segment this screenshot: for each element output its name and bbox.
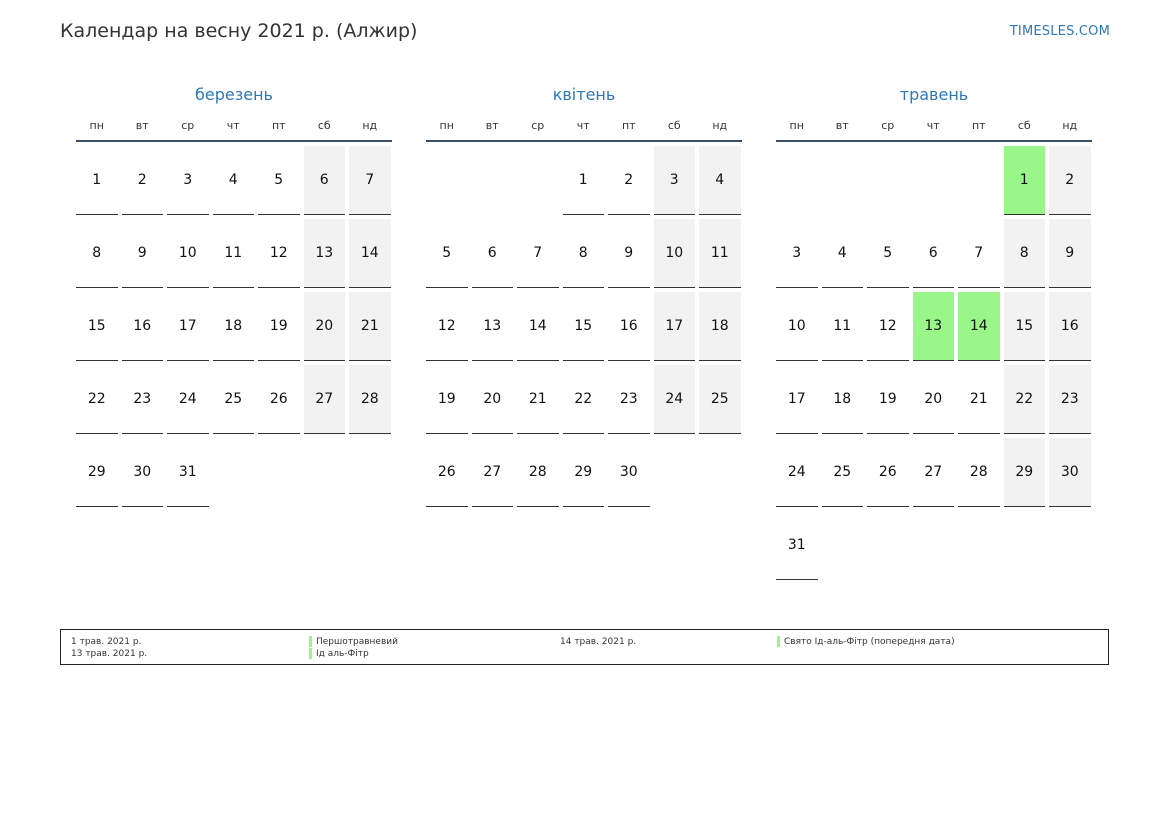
empty-cell — [426, 146, 468, 215]
day-cell: 25 — [822, 438, 864, 507]
day-cell: 4 — [699, 146, 741, 215]
day-cell: 31 — [776, 511, 818, 580]
weekday-label: пт — [971, 119, 986, 132]
day-cell: 12 — [867, 292, 909, 361]
day-cell: 16 — [122, 292, 164, 361]
legend-holidays — [309, 636, 398, 660]
day-cell: 23 — [1049, 365, 1091, 434]
day-cell: 17 — [167, 292, 209, 361]
day-cell: 11 — [213, 219, 255, 288]
day-cell: 22 — [563, 365, 605, 434]
day-cell: 9 — [1049, 219, 1091, 288]
weekday-header — [426, 118, 742, 142]
day-cell: 12 — [258, 219, 300, 288]
day-cell: 28 — [349, 365, 391, 434]
day-cell: 13 — [472, 292, 514, 361]
weekday-label: чт — [576, 119, 590, 132]
empty-cell — [822, 146, 864, 215]
weekday-label: нд — [1062, 119, 1078, 132]
day-cell: 5 — [867, 219, 909, 288]
day-cell: 27 — [472, 438, 514, 507]
day-cell: 17 — [776, 365, 818, 434]
day-cell: 26 — [258, 365, 300, 434]
day-cell: 21 — [958, 365, 1000, 434]
day-cell: 15 — [563, 292, 605, 361]
day-cell: 4 — [213, 146, 255, 215]
weekday-label: нд — [712, 119, 728, 132]
weekday-header — [776, 118, 1092, 142]
day-cell: 5 — [258, 146, 300, 215]
day-cell: 7 — [349, 146, 391, 215]
day-cell: 23 — [122, 365, 164, 434]
month-title: квітень — [552, 85, 616, 104]
day-cell: 9 — [608, 219, 650, 288]
day-cell: 6 — [472, 219, 514, 288]
day-cell: 24 — [654, 365, 696, 434]
weekday-label: ср — [181, 119, 195, 132]
holiday-day-cell: 14 — [958, 292, 1000, 361]
day-cell: 15 — [76, 292, 118, 361]
day-cell: 2 — [1049, 146, 1091, 215]
day-cell: 30 — [1049, 438, 1091, 507]
day-cell: 28 — [517, 438, 559, 507]
day-cell: 2 — [122, 146, 164, 215]
empty-cell — [517, 146, 559, 215]
weekday-label: сб — [1017, 119, 1031, 132]
day-cell: 3 — [167, 146, 209, 215]
day-cell: 2 — [608, 146, 650, 215]
weekday-label: чт — [226, 119, 240, 132]
day-cell: 28 — [958, 438, 1000, 507]
day-cell: 5 — [426, 219, 468, 288]
legend-holiday-name: Першотравневий — [309, 636, 398, 648]
day-cell: 31 — [167, 438, 209, 507]
day-cell: 3 — [776, 219, 818, 288]
weekday-label: ср — [881, 119, 895, 132]
legend-holiday-name: Свято Ід-аль-Фітр (попередня дата) — [777, 636, 955, 648]
weekday-label: пт — [621, 119, 636, 132]
day-cell: 16 — [1049, 292, 1091, 361]
day-cell: 7 — [958, 219, 1000, 288]
holiday-legend — [60, 629, 1109, 665]
weekday-label: сб — [667, 119, 681, 132]
empty-cell — [867, 146, 909, 215]
day-cell: 3 — [654, 146, 696, 215]
day-cell: 4 — [822, 219, 864, 288]
day-cell: 18 — [213, 292, 255, 361]
weekday-label: пн — [89, 119, 104, 132]
legend-date: 13 трав. 2021 р. — [71, 649, 148, 659]
weekday-label: ср — [531, 119, 545, 132]
day-cell: 8 — [1004, 219, 1046, 288]
day-cell: 24 — [776, 438, 818, 507]
day-cell: 23 — [608, 365, 650, 434]
day-cell: 15 — [1004, 292, 1046, 361]
day-cell: 1 — [563, 146, 605, 215]
weekday-label: нд — [362, 119, 378, 132]
day-cell: 27 — [913, 438, 955, 507]
page-title: Календар на весну 2021 р. (Алжир) — [60, 20, 418, 42]
empty-cell — [913, 146, 955, 215]
weekday-label: пт — [271, 119, 286, 132]
day-cell: 20 — [913, 365, 955, 434]
day-cell: 25 — [213, 365, 255, 434]
day-cell: 8 — [563, 219, 605, 288]
day-cell: 19 — [867, 365, 909, 434]
day-cell: 11 — [822, 292, 864, 361]
day-cell: 14 — [349, 219, 391, 288]
day-cell: 22 — [1004, 365, 1046, 434]
day-cell: 25 — [699, 365, 741, 434]
month-title: березень — [195, 85, 273, 104]
day-cell: 21 — [517, 365, 559, 434]
day-cell: 9 — [122, 219, 164, 288]
legend-date: 1 трав. 2021 р. — [71, 637, 142, 647]
day-cell: 18 — [699, 292, 741, 361]
weekday-label: сб — [317, 119, 331, 132]
legend-dates — [560, 636, 636, 648]
day-cell: 22 — [76, 365, 118, 434]
site-link[interactable]: TIMESLES.COM — [1009, 24, 1110, 39]
empty-cell — [776, 146, 818, 215]
weekday-header — [76, 118, 392, 142]
day-cell: 16 — [608, 292, 650, 361]
day-cell: 29 — [1004, 438, 1046, 507]
day-cell: 30 — [608, 438, 650, 507]
day-cell: 6 — [304, 146, 346, 215]
month-april — [426, 84, 742, 507]
day-cell: 7 — [517, 219, 559, 288]
day-cell: 20 — [472, 365, 514, 434]
day-cell: 11 — [699, 219, 741, 288]
day-cell: 17 — [654, 292, 696, 361]
legend-dates — [71, 636, 147, 660]
legend-holiday-name: Ід аль-Фітр — [309, 648, 398, 660]
day-cell: 8 — [76, 219, 118, 288]
day-cell: 10 — [776, 292, 818, 361]
day-cell: 14 — [517, 292, 559, 361]
day-cell: 20 — [304, 292, 346, 361]
day-cell: 13 — [304, 219, 346, 288]
day-cell: 30 — [122, 438, 164, 507]
day-cell: 6 — [913, 219, 955, 288]
month-days-grid — [76, 146, 392, 507]
day-cell: 24 — [167, 365, 209, 434]
weekday-label: вт — [135, 119, 149, 132]
day-cell: 10 — [654, 219, 696, 288]
day-cell: 12 — [426, 292, 468, 361]
month-days-grid — [426, 146, 742, 507]
month-march — [76, 84, 392, 507]
weekday-label: вт — [485, 119, 499, 132]
empty-cell — [958, 146, 1000, 215]
holiday-day-cell: 13 — [913, 292, 955, 361]
weekday-label: вт — [835, 119, 849, 132]
day-cell: 21 — [349, 292, 391, 361]
holiday-day-cell: 1 — [1004, 146, 1046, 215]
weekday-label: пн — [789, 119, 804, 132]
day-cell: 26 — [867, 438, 909, 507]
day-cell: 27 — [304, 365, 346, 434]
legend-holidays — [777, 636, 955, 648]
empty-cell — [472, 146, 514, 215]
day-cell: 1 — [76, 146, 118, 215]
month-title: травень — [899, 85, 969, 104]
day-cell: 19 — [258, 292, 300, 361]
day-cell: 10 — [167, 219, 209, 288]
day-cell: 29 — [563, 438, 605, 507]
legend-date: 14 трав. 2021 р. — [560, 637, 637, 647]
month-may — [776, 84, 1092, 580]
month-days-grid — [776, 146, 1092, 580]
day-cell: 19 — [426, 365, 468, 434]
day-cell: 29 — [76, 438, 118, 507]
day-cell: 26 — [426, 438, 468, 507]
day-cell: 18 — [822, 365, 864, 434]
weekday-label: пн — [439, 119, 454, 132]
weekday-label: чт — [926, 119, 940, 132]
